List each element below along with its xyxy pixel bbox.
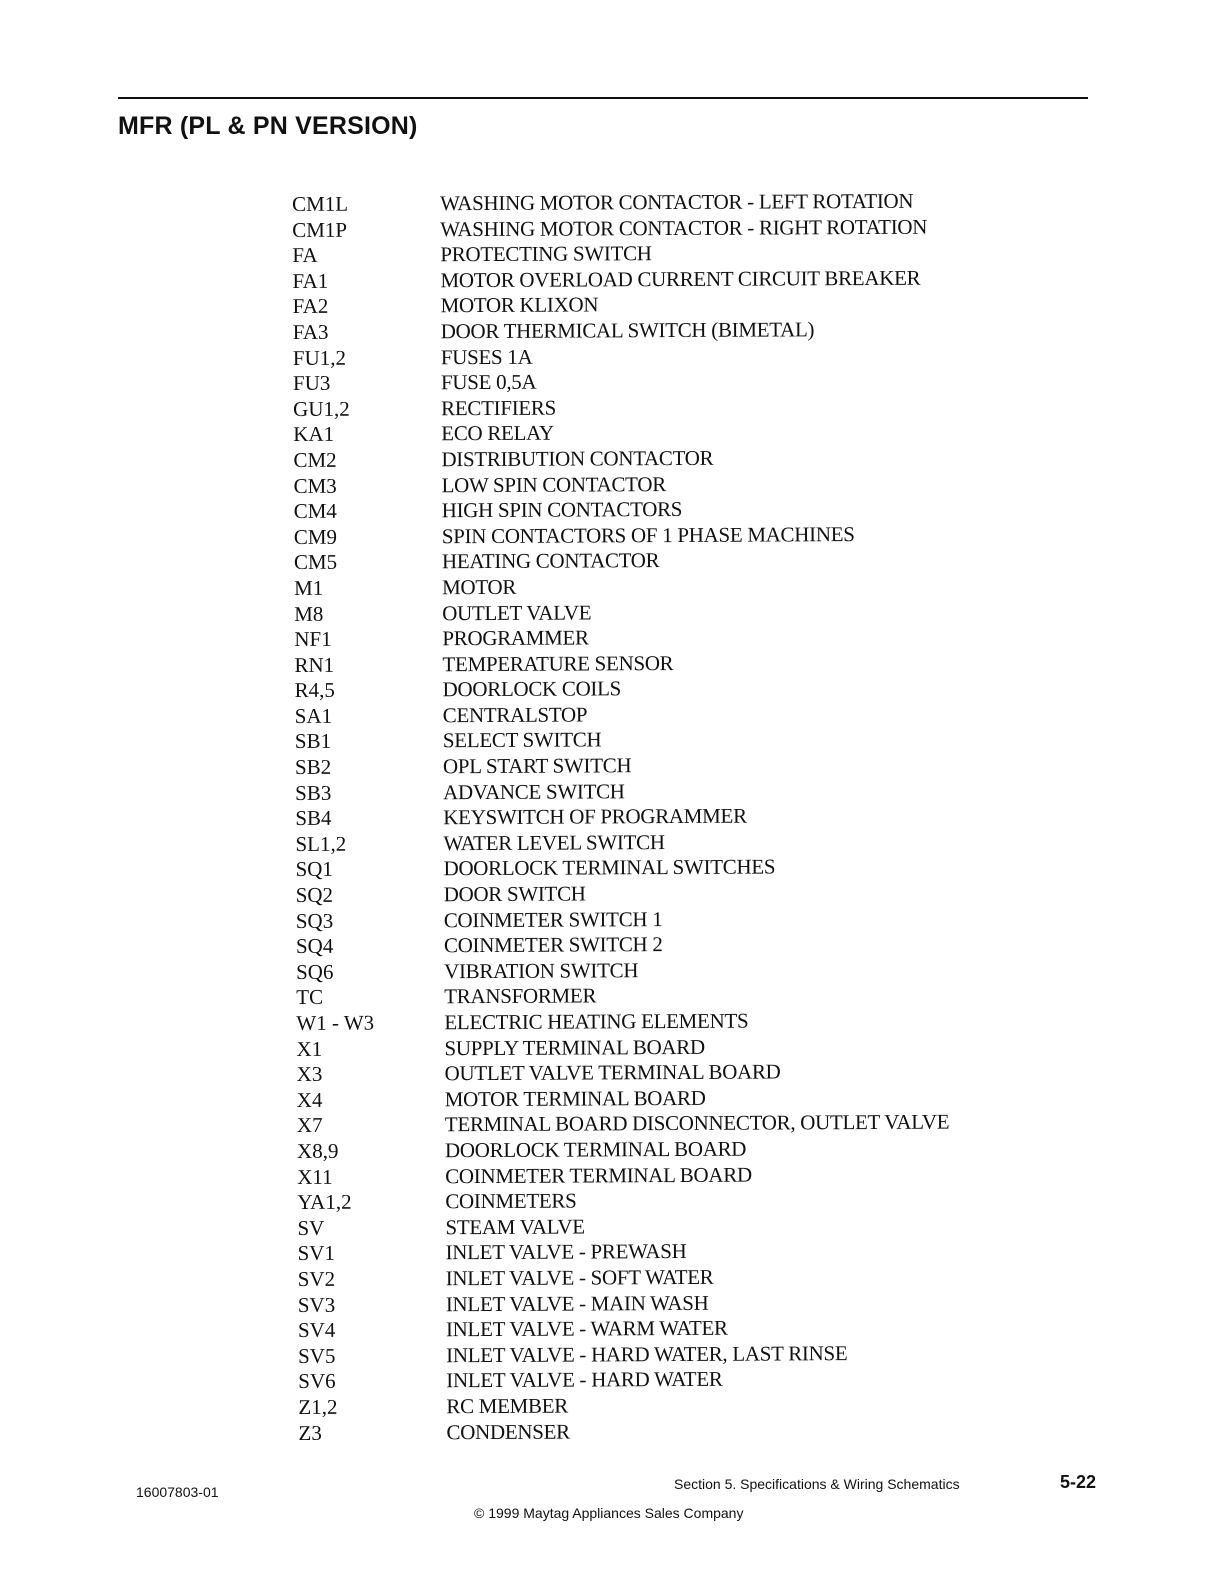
component-code: SQ3 <box>295 908 334 933</box>
component-description: MOTOR <box>442 574 517 600</box>
component-code: W1 - W3 <box>296 1010 375 1035</box>
component-code: CM1P <box>292 217 348 242</box>
legend-row <box>296 879 1056 909</box>
legend-row <box>295 751 1055 781</box>
component-description: DOOR SWITCH <box>443 881 586 907</box>
component-code: X4 <box>296 1087 323 1112</box>
component-description: INLET VALVE - MAIN WASH <box>445 1290 709 1316</box>
component-description: PROTECTING SWITCH <box>440 241 652 267</box>
component-code: SV3 <box>297 1292 336 1317</box>
component-description: WASHING MOTOR CONTACTOR - LEFT ROTATION <box>439 188 914 216</box>
component-code: FU1,2 <box>292 345 347 370</box>
component-code: CM3 <box>293 473 337 498</box>
component-code: SB2 <box>294 754 332 780</box>
component-code: RN1 <box>294 652 335 677</box>
component-description: DOOR THERMICAL SWITCH (BIMETAL) <box>440 317 815 344</box>
component-code: M1 <box>294 575 324 600</box>
legend-row <box>294 572 1054 602</box>
component-description: DISTRIBUTION CONTACTOR <box>441 445 714 472</box>
legend-row <box>296 930 1056 960</box>
legend-row <box>295 777 1055 807</box>
legend-row <box>292 214 1052 244</box>
component-description: COINMETER TERMINAL BOARD <box>445 1162 752 1188</box>
component-code: TC <box>296 985 324 1010</box>
legend-row <box>297 1212 1057 1242</box>
component-code: SQ2 <box>295 882 334 908</box>
component-description: RECTIFIERS <box>441 395 557 420</box>
component-description: HEATING CONTACTOR <box>441 548 660 574</box>
legend-row <box>293 367 1053 397</box>
legend-row <box>297 1161 1057 1191</box>
legend-row <box>296 981 1056 1011</box>
component-description: OUTLET VALVE TERMINAL BOARD <box>444 1059 781 1086</box>
copyright-notice: © 1999 Maytag Appliances Sales Company <box>474 1505 744 1521</box>
component-description: DOORLOCK TERMINAL BOARD <box>444 1136 747 1163</box>
component-description: LOW SPIN CONTACTOR <box>441 471 666 497</box>
component-code: SV <box>297 1215 325 1240</box>
component-code: M8 <box>294 601 324 626</box>
component-description: ADVANCE SWITCH <box>443 778 625 804</box>
component-code: KA1 <box>293 422 335 447</box>
component-code: X7 <box>296 1113 323 1138</box>
legend-row <box>295 674 1055 704</box>
legend-row <box>296 956 1056 986</box>
component-code: SQ4 <box>295 934 334 959</box>
component-code: SL1,2 <box>295 831 347 856</box>
component-code: SV5 <box>298 1343 336 1368</box>
component-description: MOTOR KLIXON <box>440 292 599 318</box>
legend-row <box>295 853 1055 883</box>
component-description: CENTRALSTOP <box>442 702 588 728</box>
legend-row <box>294 521 1054 551</box>
component-code: GU1,2 <box>293 396 350 421</box>
page-number: 5-22 <box>1060 1472 1097 1492</box>
legend-row <box>296 1007 1056 1037</box>
component-code: YA1,2 <box>297 1189 352 1215</box>
component-description: SUPPLY TERMINAL BOARD <box>444 1034 705 1060</box>
header-rule <box>118 97 1088 99</box>
legend-row <box>294 495 1054 525</box>
component-code: SB3 <box>295 780 332 805</box>
component-code: X8,9 <box>296 1138 339 1163</box>
legend-row <box>292 239 1052 269</box>
component-description: PROGRAMMER <box>442 625 589 651</box>
component-code: FA3 <box>292 319 329 344</box>
component-description: MOTOR OVERLOAD CURRENT CIRCUIT BREAKER <box>440 265 921 293</box>
component-description: INLET VALVE - SOFT WATER <box>445 1264 714 1291</box>
component-code: CM2 <box>293 447 337 472</box>
component-description: INLET VALVE - HARD WATER, LAST RINSE <box>446 1340 848 1367</box>
legend-row <box>295 700 1055 730</box>
component-code: SB4 <box>295 806 332 831</box>
component-code: FA <box>292 243 318 268</box>
component-code: CM9 <box>293 524 338 549</box>
component-code: NF1 <box>294 626 332 652</box>
legend-row <box>293 290 1053 320</box>
component-description: FUSE 0,5A <box>440 369 537 395</box>
legend-row <box>298 1289 1058 1319</box>
component-description: RC MEMBER <box>446 1393 568 1419</box>
legend-row <box>293 470 1053 500</box>
component-description: WASHING MOTOR CONTACTOR - RIGHT ROTATION <box>440 214 928 241</box>
component-code: SV1 <box>297 1241 335 1266</box>
legend-row <box>297 1186 1057 1216</box>
legend-row <box>294 623 1054 653</box>
component-code: Z3 <box>298 1420 322 1445</box>
component-description: WATER LEVEL SWITCH <box>443 829 665 856</box>
document-number: 16007803-01 <box>136 1484 219 1500</box>
component-code: FA2 <box>292 294 329 319</box>
component-description: TRANSFORMER <box>444 983 597 1009</box>
legend-row <box>298 1263 1058 1293</box>
component-description: OUTLET VALVE <box>442 599 592 625</box>
component-code: FU3 <box>292 370 331 396</box>
component-code: SV4 <box>297 1317 336 1343</box>
legend-row <box>294 649 1054 679</box>
component-code: CM4 <box>293 498 337 524</box>
page-title: MFR (PL & PN VERSION) <box>118 112 418 140</box>
legend-row <box>293 393 1053 423</box>
component-code: SA1 <box>294 703 333 728</box>
legend-row <box>298 1391 1058 1421</box>
component-description: OPL START SWITCH <box>442 753 632 779</box>
component-description: COINMETER SWITCH 1 <box>443 906 663 932</box>
legend-row <box>292 188 1052 218</box>
legend-row <box>296 905 1056 935</box>
component-description: DOORLOCK COILS <box>442 676 622 702</box>
component-description: TERMINAL BOARD DISCONNECTOR, OUTLET VALVE <box>444 1109 950 1137</box>
legend-row <box>293 444 1053 474</box>
legend-row <box>293 418 1053 448</box>
component-description: STEAM VALVE <box>445 1214 585 1239</box>
component-description: INLET VALVE - HARD WATER <box>446 1367 723 1393</box>
component-description: KEYSWITCH OF PROGRAMMER <box>443 803 747 830</box>
component-code: CM1L <box>292 191 349 216</box>
component-description: ELECTRIC HEATING ELEMENTS <box>444 1008 749 1035</box>
component-description: COINMETERS <box>445 1188 577 1214</box>
component-description: DOORLOCK TERMINAL SWITCHES <box>443 854 776 881</box>
legend-row <box>297 1084 1057 1114</box>
component-code: X1 <box>296 1036 323 1061</box>
component-code: X3 <box>296 1062 323 1087</box>
legend-row <box>297 1135 1057 1165</box>
legend-row <box>293 316 1053 346</box>
legend-row <box>298 1314 1058 1344</box>
legend-row <box>297 1109 1057 1139</box>
legend-row <box>297 1237 1057 1267</box>
legend-row <box>298 1417 1058 1447</box>
legend-row <box>295 828 1055 858</box>
legend-row <box>296 1033 1056 1063</box>
component-description: SPIN CONTACTORS OF 1 PHASE MACHINES <box>441 521 855 548</box>
component-description: FUSES 1A <box>440 344 533 369</box>
component-description: INLET VALVE - PREWASH <box>445 1239 687 1265</box>
component-code: SV6 <box>298 1369 336 1394</box>
legend-row <box>294 598 1054 628</box>
legend-row <box>295 802 1055 832</box>
section-label: Section 5. Specifications & Wiring Schematics <box>674 1476 960 1492</box>
component-code: Z1,2 <box>298 1394 338 1419</box>
component-description: CONDENSER <box>446 1419 570 1444</box>
legend-row <box>295 725 1055 755</box>
legend-row <box>298 1365 1058 1395</box>
legend-row <box>292 265 1052 295</box>
component-description: ECO RELAY <box>441 420 554 446</box>
component-description: VIBRATION SWITCH <box>444 958 639 984</box>
component-description: MOTOR TERMINAL BOARD <box>444 1085 706 1111</box>
component-code: FA1 <box>292 268 329 293</box>
component-code: SV2 <box>297 1266 336 1291</box>
component-code: SQ1 <box>295 857 333 882</box>
legend-row <box>294 546 1054 576</box>
component-code: SB1 <box>294 729 332 754</box>
component-description: HIGH SPIN CONTACTORS <box>441 497 683 523</box>
component-legend <box>292 188 1059 1446</box>
component-description: COINMETER SWITCH 2 <box>443 932 663 958</box>
component-code: X11 <box>297 1164 333 1189</box>
component-description: TEMPERATURE SENSOR <box>442 650 674 676</box>
legend-row <box>298 1340 1058 1370</box>
component-description: SELECT SWITCH <box>442 727 602 753</box>
component-code: R4,5 <box>294 678 335 703</box>
legend-row <box>293 342 1053 372</box>
component-code: CM5 <box>293 550 338 575</box>
component-description: INLET VALVE - WARM WATER <box>445 1315 728 1342</box>
component-code: SQ6 <box>296 959 334 984</box>
legend-row <box>297 1058 1057 1088</box>
